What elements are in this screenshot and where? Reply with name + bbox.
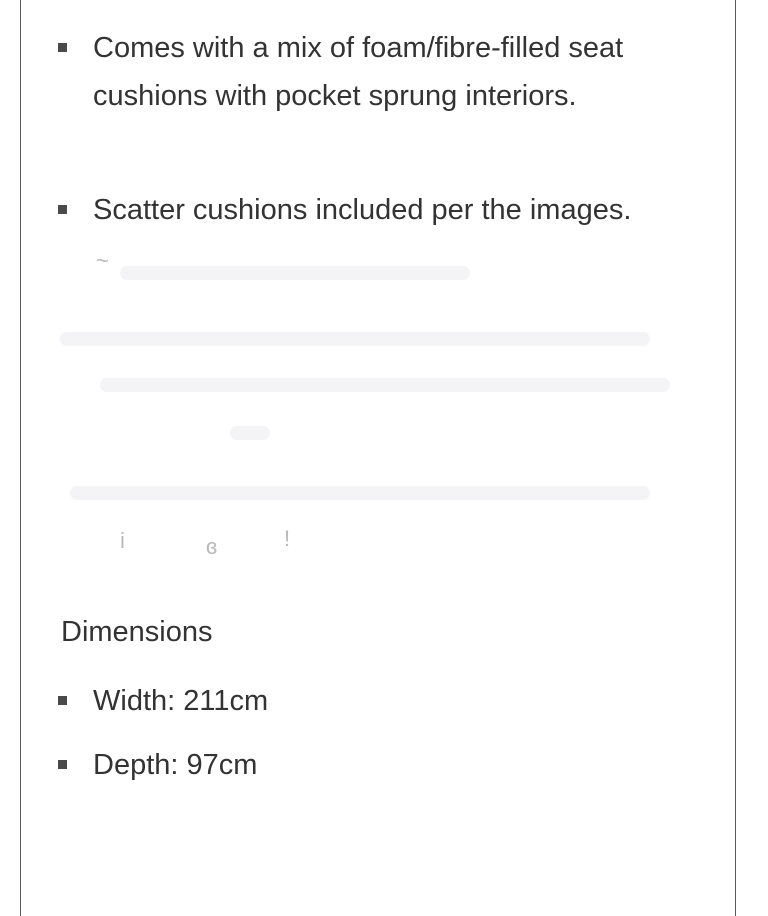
faded-text-area bbox=[60, 250, 680, 570]
list-item bbox=[73, 741, 703, 789]
faded-mark: i bbox=[120, 528, 125, 553]
faded-line bbox=[120, 266, 470, 280]
faded-mark: ! bbox=[284, 526, 291, 551]
list-item bbox=[73, 186, 703, 234]
bullet-square-icon bbox=[58, 205, 67, 214]
list-item bbox=[73, 677, 703, 725]
dimension-text: Width: 211cm bbox=[93, 685, 269, 717]
faded-line bbox=[230, 426, 270, 440]
faded-line bbox=[70, 486, 650, 500]
bullet-square-icon bbox=[58, 43, 67, 52]
bullet-square-icon bbox=[58, 696, 67, 705]
list-item bbox=[73, 24, 703, 120]
feature-text: Comes with a mix of foam/fibre-filled seat cushions with pocket sprung interiors. bbox=[93, 32, 624, 112]
faded-mark: ~ bbox=[96, 248, 109, 273]
faded-line bbox=[60, 332, 650, 346]
faded-line bbox=[100, 378, 670, 392]
dimension-text: Depth: 97cm bbox=[93, 749, 258, 781]
faded-mark: ɞ bbox=[206, 534, 218, 559]
bullet-square-icon bbox=[58, 760, 67, 769]
dimensions-heading: Dimensions bbox=[61, 616, 213, 648]
feature-text: Scatter cushions included per the images. bbox=[93, 194, 632, 226]
